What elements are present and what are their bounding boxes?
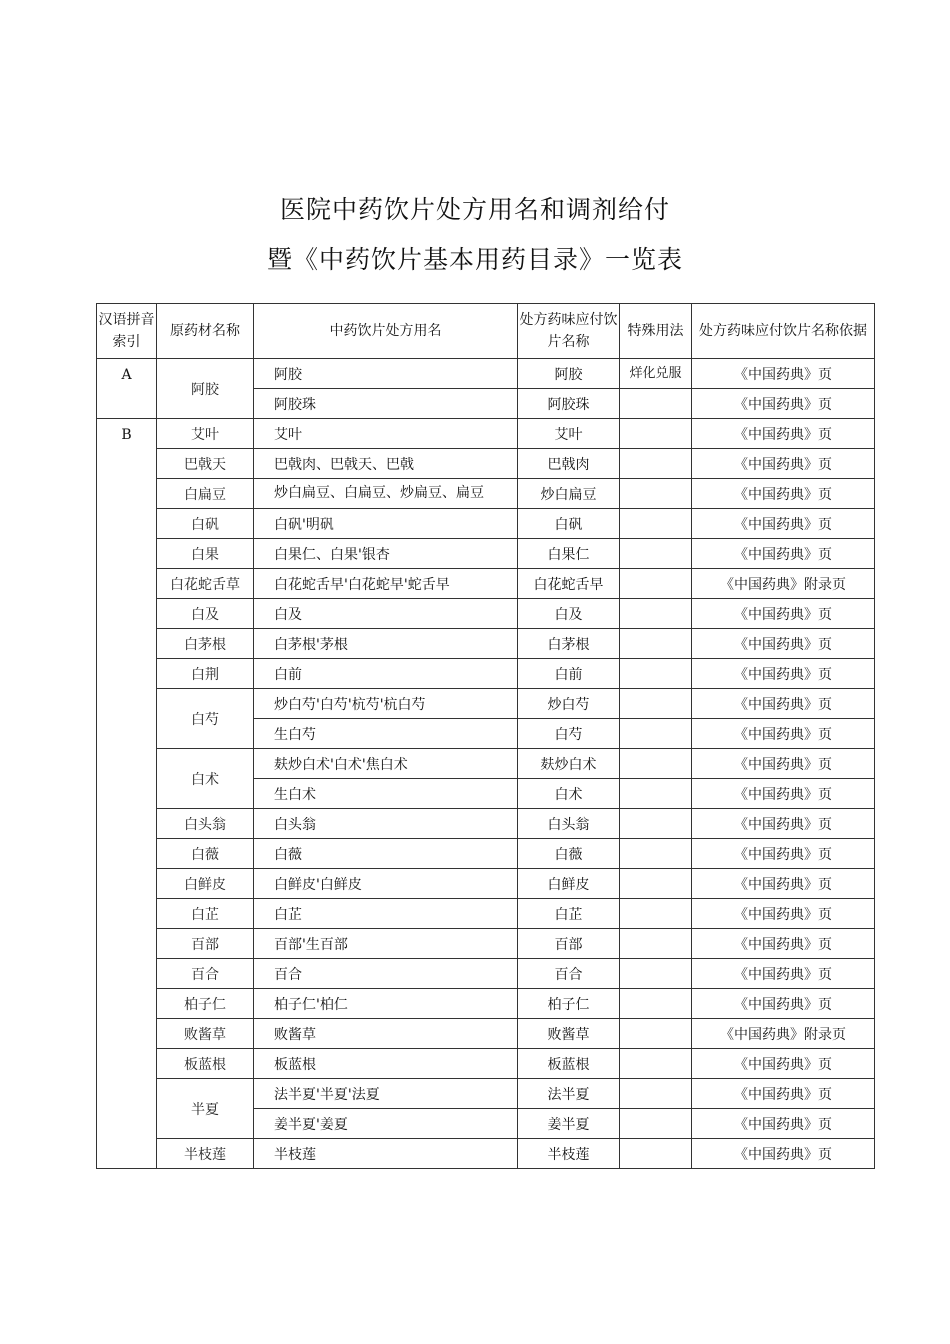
pay-name: 柏子仁 [518, 989, 620, 1019]
special-usage [620, 659, 692, 689]
basis-reference: 《中国药典》页 [692, 629, 875, 659]
special-usage [620, 959, 692, 989]
rx-name: 炒白芍'白芍'杭芍'杭白芍 [254, 689, 518, 719]
pay-name: 败酱草 [518, 1019, 620, 1049]
index-letter: A [97, 359, 157, 419]
special-usage [620, 509, 692, 539]
raw-material-name: 艾叶 [157, 419, 254, 449]
pay-name: 百部 [518, 929, 620, 959]
basis-reference: 《中国药典》页 [692, 719, 875, 749]
rx-name: 生白术 [254, 779, 518, 809]
raw-material-name: 柏子仁 [157, 989, 254, 1019]
header-basis: 处方药味应付饮片名称依据 [692, 304, 875, 359]
rx-name: 百部'生百部 [254, 929, 518, 959]
table-row [97, 869, 875, 899]
special-usage [620, 839, 692, 869]
special-usage [620, 1139, 692, 1169]
basis-reference: 《中国药典》页 [692, 809, 875, 839]
basis-reference: 《中国药典》页 [692, 959, 875, 989]
rx-name: 柏子仁'柏仁 [254, 989, 518, 1019]
pay-name: 艾叶 [518, 419, 620, 449]
raw-material-name: 白及 [157, 599, 254, 629]
pay-name: 白及 [518, 599, 620, 629]
basis-reference: 《中国药典》页 [692, 899, 875, 929]
basis-reference: 《中国药典》页 [692, 359, 875, 389]
pay-name: 阿胶 [518, 359, 620, 389]
raw-material-name: 百合 [157, 959, 254, 989]
special-usage [620, 989, 692, 1019]
pay-name: 法半夏 [518, 1079, 620, 1109]
special-usage [620, 629, 692, 659]
basis-reference: 《中国药典》页 [692, 509, 875, 539]
basis-reference: 《中国药典》页 [692, 869, 875, 899]
rx-name: 阿胶 [254, 359, 518, 389]
pay-name: 白茅根 [518, 629, 620, 659]
raw-material-name: 白扁豆 [157, 479, 254, 509]
pay-name: 巴戟肉 [518, 449, 620, 479]
table-row [97, 749, 875, 779]
table-row [97, 599, 875, 629]
raw-material-name: 白荆 [157, 659, 254, 689]
table-row [97, 359, 875, 389]
raw-material-name: 败酱草 [157, 1019, 254, 1049]
pay-name: 白花蛇舌早 [518, 569, 620, 599]
header-special: 特殊用法 [620, 304, 692, 359]
rx-name: 麸炒白术'白术'焦白术 [254, 749, 518, 779]
pay-name: 白头翁 [518, 809, 620, 839]
pay-name: 炒白芍 [518, 689, 620, 719]
rx-name: 白果仁、白果'银杏 [254, 539, 518, 569]
rx-name: 白头翁 [254, 809, 518, 839]
special-usage [620, 1109, 692, 1139]
rx-name: 败酱草 [254, 1019, 518, 1049]
special-usage [620, 1019, 692, 1049]
document-title: 医院中药饮片处方用名和调剂给付 [279, 195, 670, 224]
basis-reference: 《中国药典》页 [692, 599, 875, 629]
table-row [97, 659, 875, 689]
special-usage [620, 1049, 692, 1079]
raw-material-name: 百部 [157, 929, 254, 959]
basis-reference: 《中国药典》页 [692, 689, 875, 719]
table-row [97, 929, 875, 959]
raw-material-name: 白薇 [157, 839, 254, 869]
table-row [97, 509, 875, 539]
basis-reference: 《中国药典》页 [692, 929, 875, 959]
rx-name: 白鲜皮'白鲜皮 [254, 869, 518, 899]
rx-name: 白花蛇舌早'白花蛇早'蛇舌早 [254, 569, 518, 599]
rx-name: 白薇 [254, 839, 518, 869]
special-usage [620, 479, 692, 509]
table-row [97, 989, 875, 1019]
special-usage [620, 1079, 692, 1109]
basis-reference: 《中国药典》页 [692, 389, 875, 419]
table-row [97, 1079, 875, 1109]
header-index: 汉语拼音索引 [97, 304, 157, 359]
raw-material-name: 白矾 [157, 509, 254, 539]
table-row [97, 1019, 875, 1049]
special-usage [620, 749, 692, 779]
basis-reference: 《中国药典》页 [692, 419, 875, 449]
rx-name: 艾叶 [254, 419, 518, 449]
basis-reference: 《中国药典》页 [692, 449, 875, 479]
basis-reference: 《中国药典》页 [692, 659, 875, 689]
basis-reference: 《中国药典》页 [692, 989, 875, 1019]
pay-name: 阿胶珠 [518, 389, 620, 419]
table-row [97, 959, 875, 989]
header-pay-name: 处方药味应付饮片名称 [518, 304, 620, 359]
rx-name: 半枝莲 [254, 1139, 518, 1169]
pay-name: 姜半夏 [518, 1109, 620, 1139]
raw-material-name: 白芍 [157, 689, 254, 749]
raw-material-name: 白鲜皮 [157, 869, 254, 899]
basis-reference: 《中国药典》附录页 [692, 1019, 875, 1049]
table-row [97, 899, 875, 929]
basis-reference: 《中国药典》页 [692, 479, 875, 509]
pay-name: 白术 [518, 779, 620, 809]
raw-material-name: 白花蛇舌草 [157, 569, 254, 599]
special-usage [620, 899, 692, 929]
rx-name: 姜半夏'姜夏 [254, 1109, 518, 1139]
special-usage [620, 929, 692, 959]
herb-table [96, 303, 875, 1169]
basis-reference: 《中国药典》页 [692, 1109, 875, 1139]
table-row [97, 629, 875, 659]
header-rx-name: 中药饮片处方用名 [254, 304, 518, 359]
pay-name: 麸炒白术 [518, 749, 620, 779]
table-row [97, 1049, 875, 1079]
rx-name: 巴戟肉、巴戟天、巴戟 [254, 449, 518, 479]
header-raw: 原药材名称 [157, 304, 254, 359]
raw-material-name: 白果 [157, 539, 254, 569]
raw-material-name: 白芷 [157, 899, 254, 929]
pay-name: 白薇 [518, 839, 620, 869]
raw-material-name: 阿胶 [157, 359, 254, 419]
rx-name: 白茅根'茅根 [254, 629, 518, 659]
index-letter: B [97, 419, 157, 1169]
special-usage [620, 599, 692, 629]
table-row [97, 689, 875, 719]
basis-reference: 《中国药典》页 [692, 779, 875, 809]
raw-material-name: 半夏 [157, 1079, 254, 1139]
rx-name: 白矾'明矾 [254, 509, 518, 539]
raw-material-name: 白术 [157, 749, 254, 809]
basis-reference: 《中国药典》页 [692, 1049, 875, 1079]
raw-material-name: 白头翁 [157, 809, 254, 839]
special-usage [620, 539, 692, 569]
raw-material-name: 巴戟天 [157, 449, 254, 479]
special-usage [620, 419, 692, 449]
pay-name: 半枝莲 [518, 1139, 620, 1169]
special-usage: 烊化兑服 [620, 359, 692, 389]
rx-name: 白芷 [254, 899, 518, 929]
raw-material-name: 白茅根 [157, 629, 254, 659]
rx-name: 生白芍 [254, 719, 518, 749]
special-usage [620, 569, 692, 599]
pay-name: 白芍 [518, 719, 620, 749]
special-usage [620, 719, 692, 749]
table-row [97, 539, 875, 569]
raw-material-name: 板蓝根 [157, 1049, 254, 1079]
special-usage [620, 809, 692, 839]
special-usage [620, 779, 692, 809]
special-usage [620, 689, 692, 719]
special-usage [620, 869, 692, 899]
pay-name: 板蓝根 [518, 1049, 620, 1079]
pay-name: 白芷 [518, 899, 620, 929]
rx-name: 炒白扁豆、白扁豆、炒扁豆、扁豆 [254, 479, 518, 509]
pay-name: 白矾 [518, 509, 620, 539]
rx-name: 阿胶珠 [254, 389, 518, 419]
pay-name: 白前 [518, 659, 620, 689]
basis-reference: 《中国药典》页 [692, 1079, 875, 1109]
rx-name: 法半夏'半夏'法夏 [254, 1079, 518, 1109]
rx-name: 白前 [254, 659, 518, 689]
document-subtitle: 暨《中药饮片基本用药目录》一览表 [266, 245, 683, 274]
basis-reference: 《中国药典》页 [692, 1139, 875, 1169]
special-usage [620, 389, 692, 419]
basis-reference: 《中国药典》页 [692, 539, 875, 569]
table-row [97, 479, 875, 509]
rx-name: 百合 [254, 959, 518, 989]
basis-reference: 《中国药典》页 [692, 749, 875, 779]
rx-name: 白及 [254, 599, 518, 629]
basis-reference: 《中国药典》页 [692, 839, 875, 869]
header-row [97, 304, 875, 359]
pay-name: 白果仁 [518, 539, 620, 569]
special-usage [620, 449, 692, 479]
basis-reference: 《中国药典》附录页 [692, 569, 875, 599]
table-row [97, 449, 875, 479]
table-row [97, 1139, 875, 1169]
pay-name: 百合 [518, 959, 620, 989]
table-row [97, 419, 875, 449]
rx-name: 板蓝根 [254, 1049, 518, 1079]
table-row [97, 839, 875, 869]
raw-material-name: 半枝莲 [157, 1139, 254, 1169]
pay-name: 白鲜皮 [518, 869, 620, 899]
table-row [97, 809, 875, 839]
table-row [97, 569, 875, 599]
pay-name: 炒白扁豆 [518, 479, 620, 509]
